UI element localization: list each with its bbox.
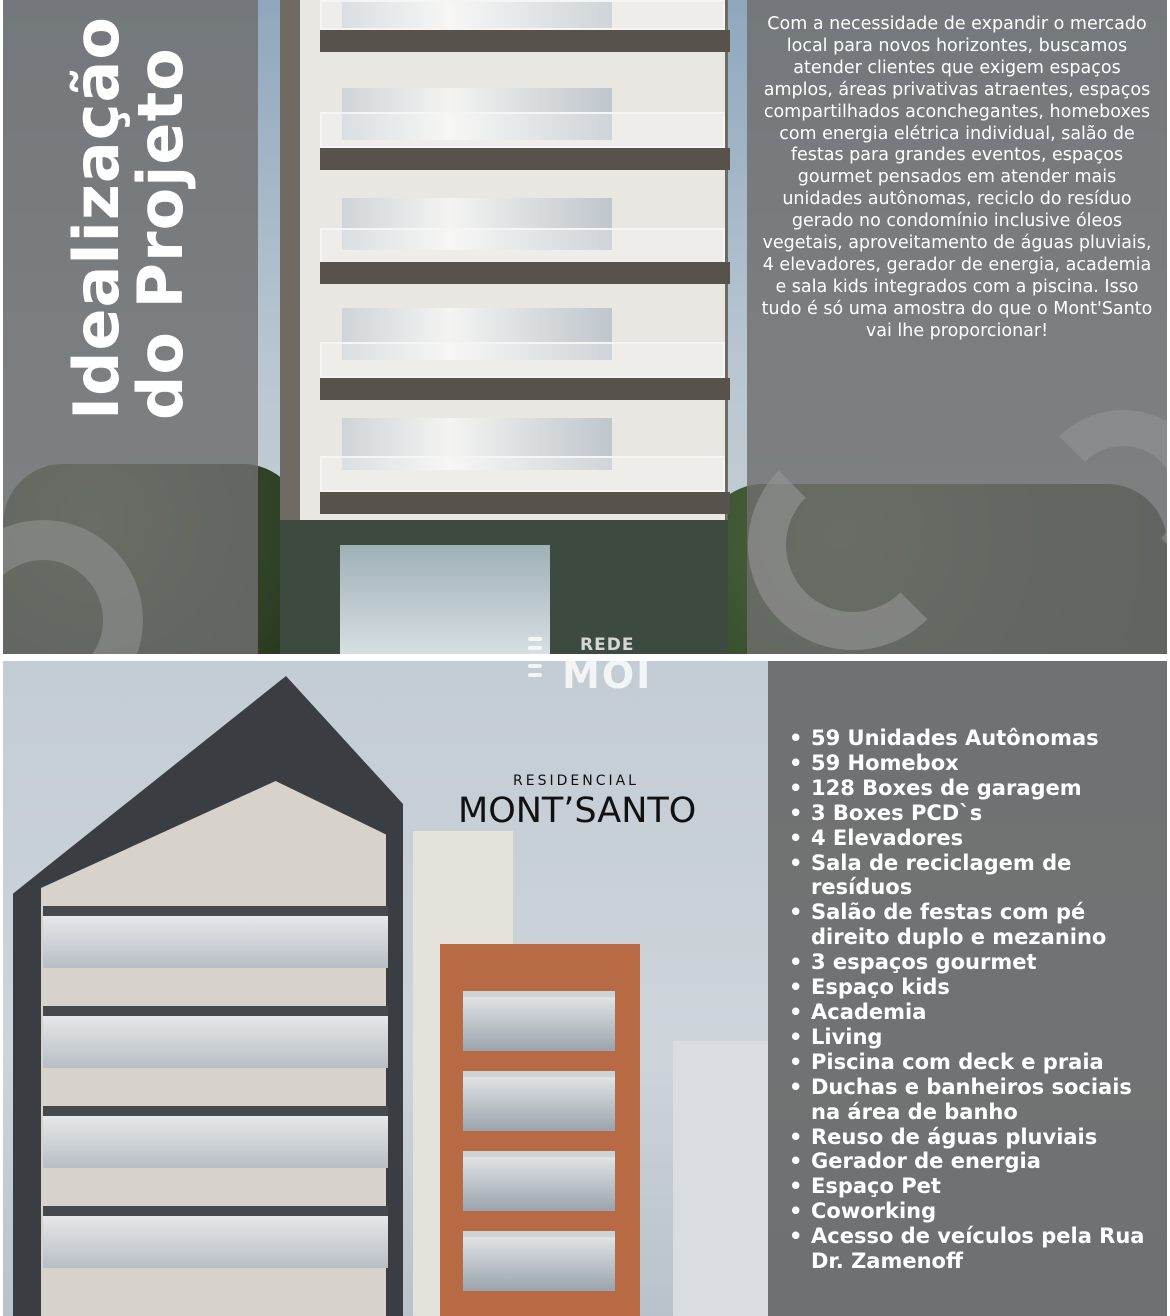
project-title xyxy=(60,16,197,420)
list-item: • 3 espaços gourmet xyxy=(786,950,1162,975)
decorative-arc xyxy=(748,440,958,650)
list-item: • Espaço kids xyxy=(786,975,1162,1000)
intro-paragraph: Com a necessidade de expandir o mercado local para novos horizontes, buscamos atender clientes que exigem espaços amplos, áreas privativas atraentes, espaços compartilhados aconchegantes, homeboxes com energia elétrica individual, salão de festas para grandes eventos, espaços gourmet pensados em atender mais unidades autônomas, reciclo do resíduo gerado no condomínio inclusive óleos vegetais, aproveitamento de águas pluviais, 4 elevadores, gerador de energia, academia e sala kids integrados com a piscina. Isso tudo é só uma amostra do que o Mont'Santo vai lhe proporcionar! xyxy=(761,14,1153,341)
list-item: • Gerador de energia xyxy=(786,1149,1162,1174)
feature-list xyxy=(786,726,1162,1274)
list-item: • Sala de reciclagem de resíduos xyxy=(786,851,1162,901)
building-tower xyxy=(280,0,728,654)
watermark-big: MOI xyxy=(562,653,653,697)
project-title-line1: Idealização xyxy=(60,16,133,420)
list-item: • Reuso de águas pluviais xyxy=(786,1125,1162,1150)
list-item: • 59 Homebox xyxy=(786,751,1162,776)
list-item: • Piscina com deck e praia xyxy=(786,1050,1162,1075)
list-item: • Acesso de veículos pela Rua Dr. Zamenoff xyxy=(786,1224,1162,1274)
list-item: • Living xyxy=(786,1025,1162,1050)
list-item: • Duchas e banheiros sociais na área de banho xyxy=(786,1075,1162,1125)
top-panel xyxy=(3,0,1167,654)
list-item: • 128 Boxes de garagem xyxy=(786,776,1162,801)
brand-name: MONT’SANTO xyxy=(458,791,697,831)
list-item: • 3 Boxes PCD`s xyxy=(786,801,1162,826)
brand-small: RESIDENCIAL xyxy=(513,773,639,789)
background-building xyxy=(673,1041,768,1316)
list-item: • 4 Elevadores xyxy=(786,826,1162,851)
signal-icon xyxy=(528,637,542,693)
list-item: • 59 Unidades Autônomas xyxy=(786,726,1162,751)
rede-moi-watermark xyxy=(522,627,652,697)
bottom-panel xyxy=(3,661,1167,1316)
list-item: • Academia xyxy=(786,1000,1162,1025)
project-title-line2: do Projeto xyxy=(124,47,197,420)
watermark-small: REDE xyxy=(580,635,635,655)
list-item: • Coworking xyxy=(786,1199,1162,1224)
list-item: • Salão de festas com pé direito duplo e mezanino xyxy=(786,900,1162,950)
list-item: • Espaço Pet xyxy=(786,1174,1162,1199)
